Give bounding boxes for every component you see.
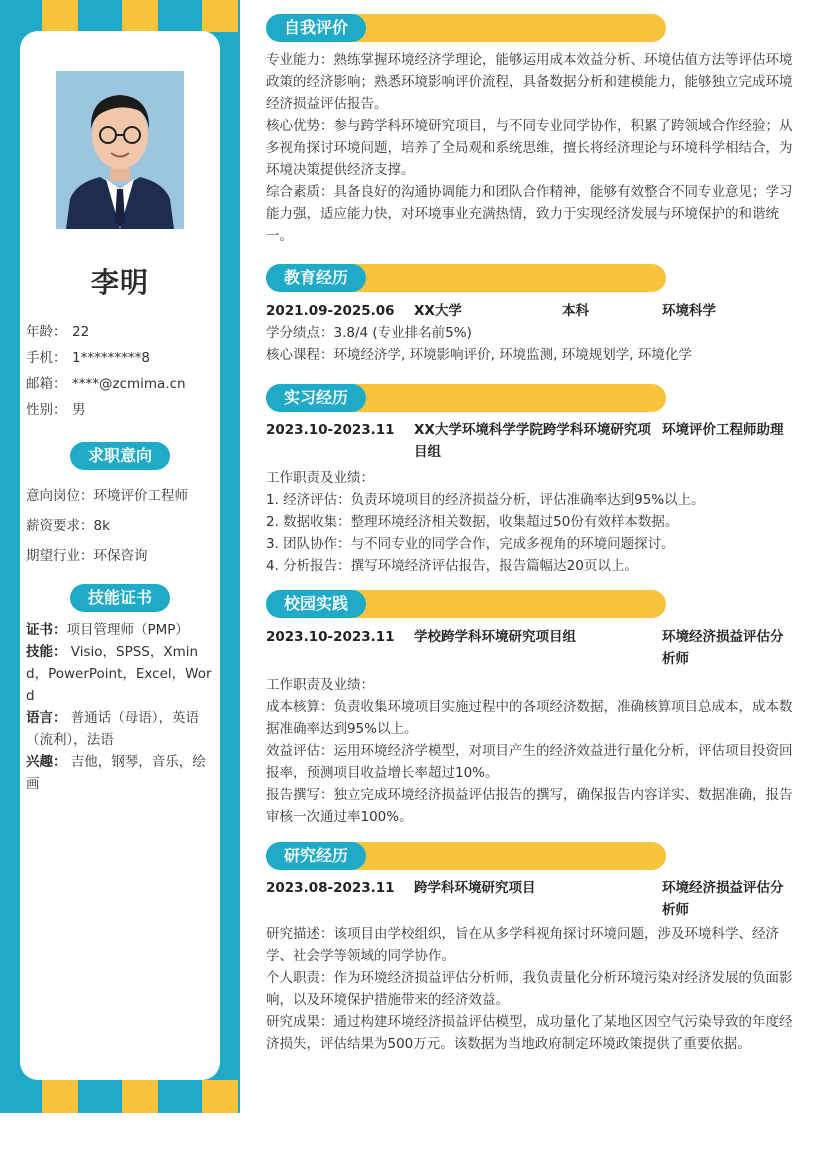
campus-line: 工作职责及业绩： (266, 677, 374, 693)
person-name: 李明 (90, 266, 149, 299)
internship-header (266, 384, 666, 412)
internship-line: 4. 分析报告：撰写环境经济评估报告，报告篇幅达20页以上。 (266, 558, 638, 574)
research-body (266, 877, 796, 1055)
profile-card (20, 31, 220, 1080)
info-row-email (26, 371, 216, 397)
decor-stripe (202, 0, 238, 32)
sidebar (0, 0, 240, 1113)
skill-languages (26, 707, 214, 751)
section-title: 自我评价 (266, 14, 366, 42)
info-value: 1*********8 (72, 350, 150, 366)
info-label: 手机： (26, 350, 67, 366)
campus-role: 环境经济损益评估分析师 (662, 629, 784, 667)
decor-stripe (122, 1080, 158, 1113)
intent-salary: 薪资要求：8k (26, 518, 110, 534)
skill-label: 语言： (26, 710, 67, 726)
info-label: 性别： (26, 402, 67, 418)
intent-industry: 期望行业：环保咨询 (26, 548, 148, 564)
internship-line: 2. 数据收集：整理环境经济相关数据，收集超过50份有效样本数据。 (266, 514, 679, 530)
info-row-age (26, 319, 216, 345)
campus-line: 成本核算：负责收集环境项目实施过程中的各项经济数据，准确核算项目总成本，成本数据准确率达到95%以上。 (266, 699, 793, 737)
research-line: 个人职责：作为环境经济损益评估分析师，我负责量化分析环境污染对经济发展的负面影响，以及环境保护措施带来的经济效益。 (266, 970, 793, 1008)
info-label: 邮箱： (26, 376, 67, 392)
internship-period: 2023.10-2023.11 (266, 422, 395, 438)
skill-certificate (26, 619, 214, 641)
campus-line: 报告撰写：独立完成环境经济损益评估报告的撰写，确保报告内容详实、数据准确，报告审核一次通过率100%。 (266, 787, 793, 825)
internship-org: XX大学环境科学学院跨学科环境研究项目组 (414, 422, 651, 460)
campus-body (266, 626, 796, 828)
avatar (56, 71, 184, 229)
job-intent (26, 481, 216, 571)
campus-summary (266, 626, 796, 670)
decor-stripe (202, 1080, 238, 1113)
research-line: 研究描述：该项目由学校组织，旨在从多学科视角探讨环境问题，涉及环境科学、经济学、社会学等领域的同学协作。 (266, 926, 779, 964)
info-value: 22 (72, 324, 90, 340)
campus-org: 学校跨学科环境研究项目组 (414, 629, 576, 645)
internship-role: 环境评价工程师助理 (662, 422, 784, 438)
self-eval-paragraph: 综合素质：具备良好的沟通协调能力和团队合作精神，能够有效整合不同专业意见；学习能力强，适应能力快，对环境事业充满热情，致力于实现经济发展与环境保护的和谐统一。 (266, 184, 793, 244)
research-role: 环境经济损益评估分析师 (662, 880, 784, 918)
section-title: 实习经历 (266, 384, 366, 412)
basic-info (26, 319, 216, 423)
info-row-phone (26, 345, 216, 371)
self-eval-paragraph: 核心优势：参与跨学科环境研究项目，与不同专业同学协作，积累了跨领域合作经验；从多视角探讨环境问题，培养了全局观和系统思维，擅长将经济理论与环境科学相结合，为环境决策提供经济支撑。 (266, 118, 793, 178)
education-line: 核心课程：环境经济学, 环境影响评价, 环境监测, 环境规划学, 环境化学 (266, 347, 692, 363)
skill-value: 吉他，钢琴，音乐，绘画 (26, 754, 206, 792)
campus-header (266, 590, 666, 618)
research-header (266, 842, 666, 870)
section-title: 教育经历 (266, 264, 366, 292)
skill-value: 普通话（母语），英语（流利），法语 (26, 710, 200, 748)
internship-body (266, 419, 796, 577)
skill-tools (26, 641, 214, 707)
skill-label: 技能： (26, 644, 67, 660)
info-value: 男 (72, 402, 86, 418)
self-eval-paragraph: 专业能力：熟练掌握环境经济学理论，能够运用成本效益分析、环境估值方法等评估环境政策的经济影响；熟悉环境影响评价流程，具备数据分析和建模能力，能够独立完成环境经济损益评估报告。 (266, 52, 793, 112)
internship-line: 1. 经济评估：负责环境项目的经济损益分析，评估准确率达到95%以上。 (266, 492, 705, 508)
job-intent-heading: 求职意向 (70, 442, 170, 470)
skills-list (26, 619, 214, 795)
education-school: XX大学 (414, 303, 462, 319)
education-line: 学分绩点：3.8/4 (专业排名前5%) (266, 325, 472, 341)
decor-stripe (42, 0, 78, 32)
research-line: 研究成果：通过构建环境经济损益评估模型，成功量化了某地区因空气污染导致的年度经济损失，评估结果为500万元。该数据为当地政府制定环境政策提供了重要依据。 (266, 1014, 793, 1052)
skill-hobbies (26, 751, 214, 795)
education-body (266, 300, 796, 366)
education-period: 2021.09-2025.06 (266, 303, 395, 319)
internship-line: 工作职责及业绩： (266, 470, 374, 486)
section-title: 校园实践 (266, 590, 366, 618)
research-period: 2023.08-2023.11 (266, 880, 395, 896)
education-major: 环境科学 (662, 303, 716, 319)
skill-value: 项目管理师（PMP） (66, 622, 189, 638)
education-summary (266, 300, 796, 322)
skill-label: 证书： (26, 622, 67, 638)
intent-position: 意向岗位：环境评价工程师 (26, 488, 188, 504)
campus-line: 效益评估：运用环境经济学模型，对项目产生的经济效益进行量化分析，评估项目投资回报率，预测项目收益增长率超过10%。 (266, 743, 793, 781)
decor-stripe (42, 1080, 78, 1113)
education-degree: 本科 (562, 303, 589, 319)
research-org: 跨学科环境研究项目 (414, 880, 536, 896)
skills-heading: 技能证书 (70, 584, 170, 612)
education-header (266, 264, 666, 292)
campus-period: 2023.10-2023.11 (266, 629, 395, 645)
skill-label: 兴趣： (26, 754, 67, 770)
research-summary (266, 877, 796, 921)
decor-stripe (122, 0, 158, 32)
section-title: 研究经历 (266, 842, 366, 870)
info-value: ****@zcmima.cn (72, 376, 186, 392)
info-label: 年龄： (26, 324, 67, 340)
self-eval-header (266, 14, 666, 42)
info-row-gender (26, 397, 216, 423)
internship-line: 3. 团队协作：与不同专业的同学合作，完成多视角的环境问题探讨。 (266, 536, 675, 552)
internship-summary (266, 419, 796, 463)
skill-value: Visio，SPSS，Xmind，PowerPoint，Excel，Word (26, 644, 212, 704)
self-eval-body (266, 49, 796, 247)
